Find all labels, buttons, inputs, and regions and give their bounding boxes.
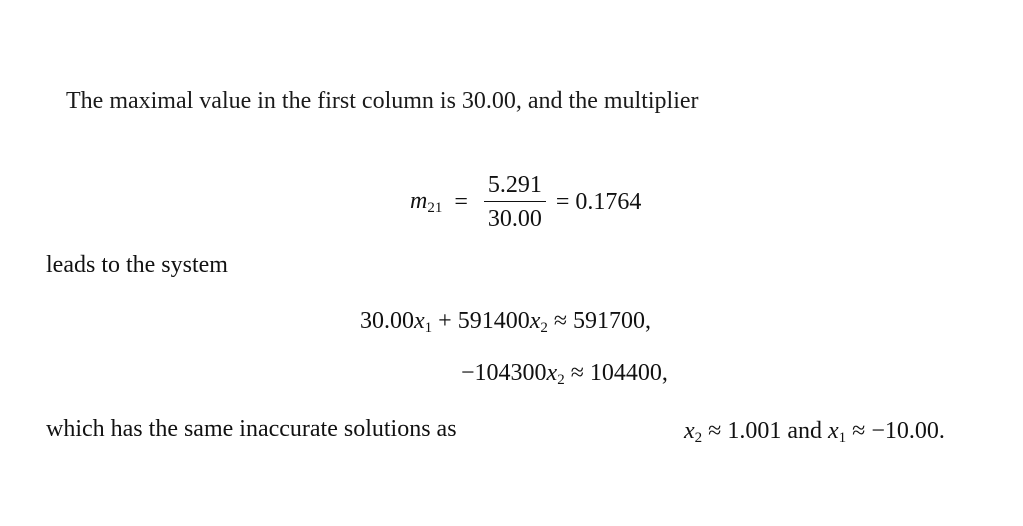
- row1-rhs: ≈ 591700,: [547, 308, 652, 334]
- row1-sub2: 2: [540, 320, 548, 336]
- multiplier-result: = 0.1764: [555, 188, 642, 215]
- row1-var1: [414, 308, 432, 334]
- multiplier-var: m: [410, 187, 428, 214]
- row1-var2-letter: x: [529, 308, 541, 334]
- row1-var1-letter: x: [414, 308, 425, 334]
- row1-coef2: 591400: [457, 308, 530, 334]
- row1-plus: +: [432, 308, 458, 334]
- system-row-2: [461, 360, 668, 389]
- row2-var: [547, 360, 565, 386]
- equals-sign: =: [454, 188, 468, 215]
- solution-statement: [684, 418, 945, 447]
- row1-coef1: 30.00: [360, 308, 414, 334]
- leads-sentence: leads to the system: [46, 252, 228, 278]
- fraction-numerator: 5.291: [487, 171, 542, 198]
- sol-var1: [684, 418, 702, 444]
- sol-sub1: 2: [694, 430, 703, 446]
- intro-sentence: The maximal value in the first column is 30.00, and the multiplier: [66, 88, 699, 114]
- sol-var1-letter: x: [684, 418, 695, 444]
- multiplier-subscript: 21: [427, 199, 443, 216]
- fraction: [484, 172, 546, 233]
- row2-rhs: ≈ 104400,: [564, 360, 668, 386]
- sol-val1: ≈ 1.001 and: [702, 418, 828, 444]
- multiplier-lhs: [410, 188, 442, 217]
- row1-sub1: 1: [424, 320, 433, 336]
- row1-var2: [530, 308, 548, 334]
- sol-var2-letter: x: [827, 418, 839, 444]
- row2-coef: −104300: [461, 360, 547, 386]
- sol-sub2: 1: [838, 430, 847, 446]
- fraction-denominator: 30.00: [487, 206, 542, 233]
- sol-val2: ≈ −10.00.: [846, 418, 945, 444]
- row2-sub: 2: [557, 372, 565, 388]
- which-sentence: which has the same inaccurate solutions as: [46, 416, 457, 442]
- sol-var2: [828, 418, 846, 444]
- multiplier-equation: [410, 166, 641, 238]
- system-row-1: [360, 308, 651, 337]
- row2-var-letter: x: [546, 360, 558, 386]
